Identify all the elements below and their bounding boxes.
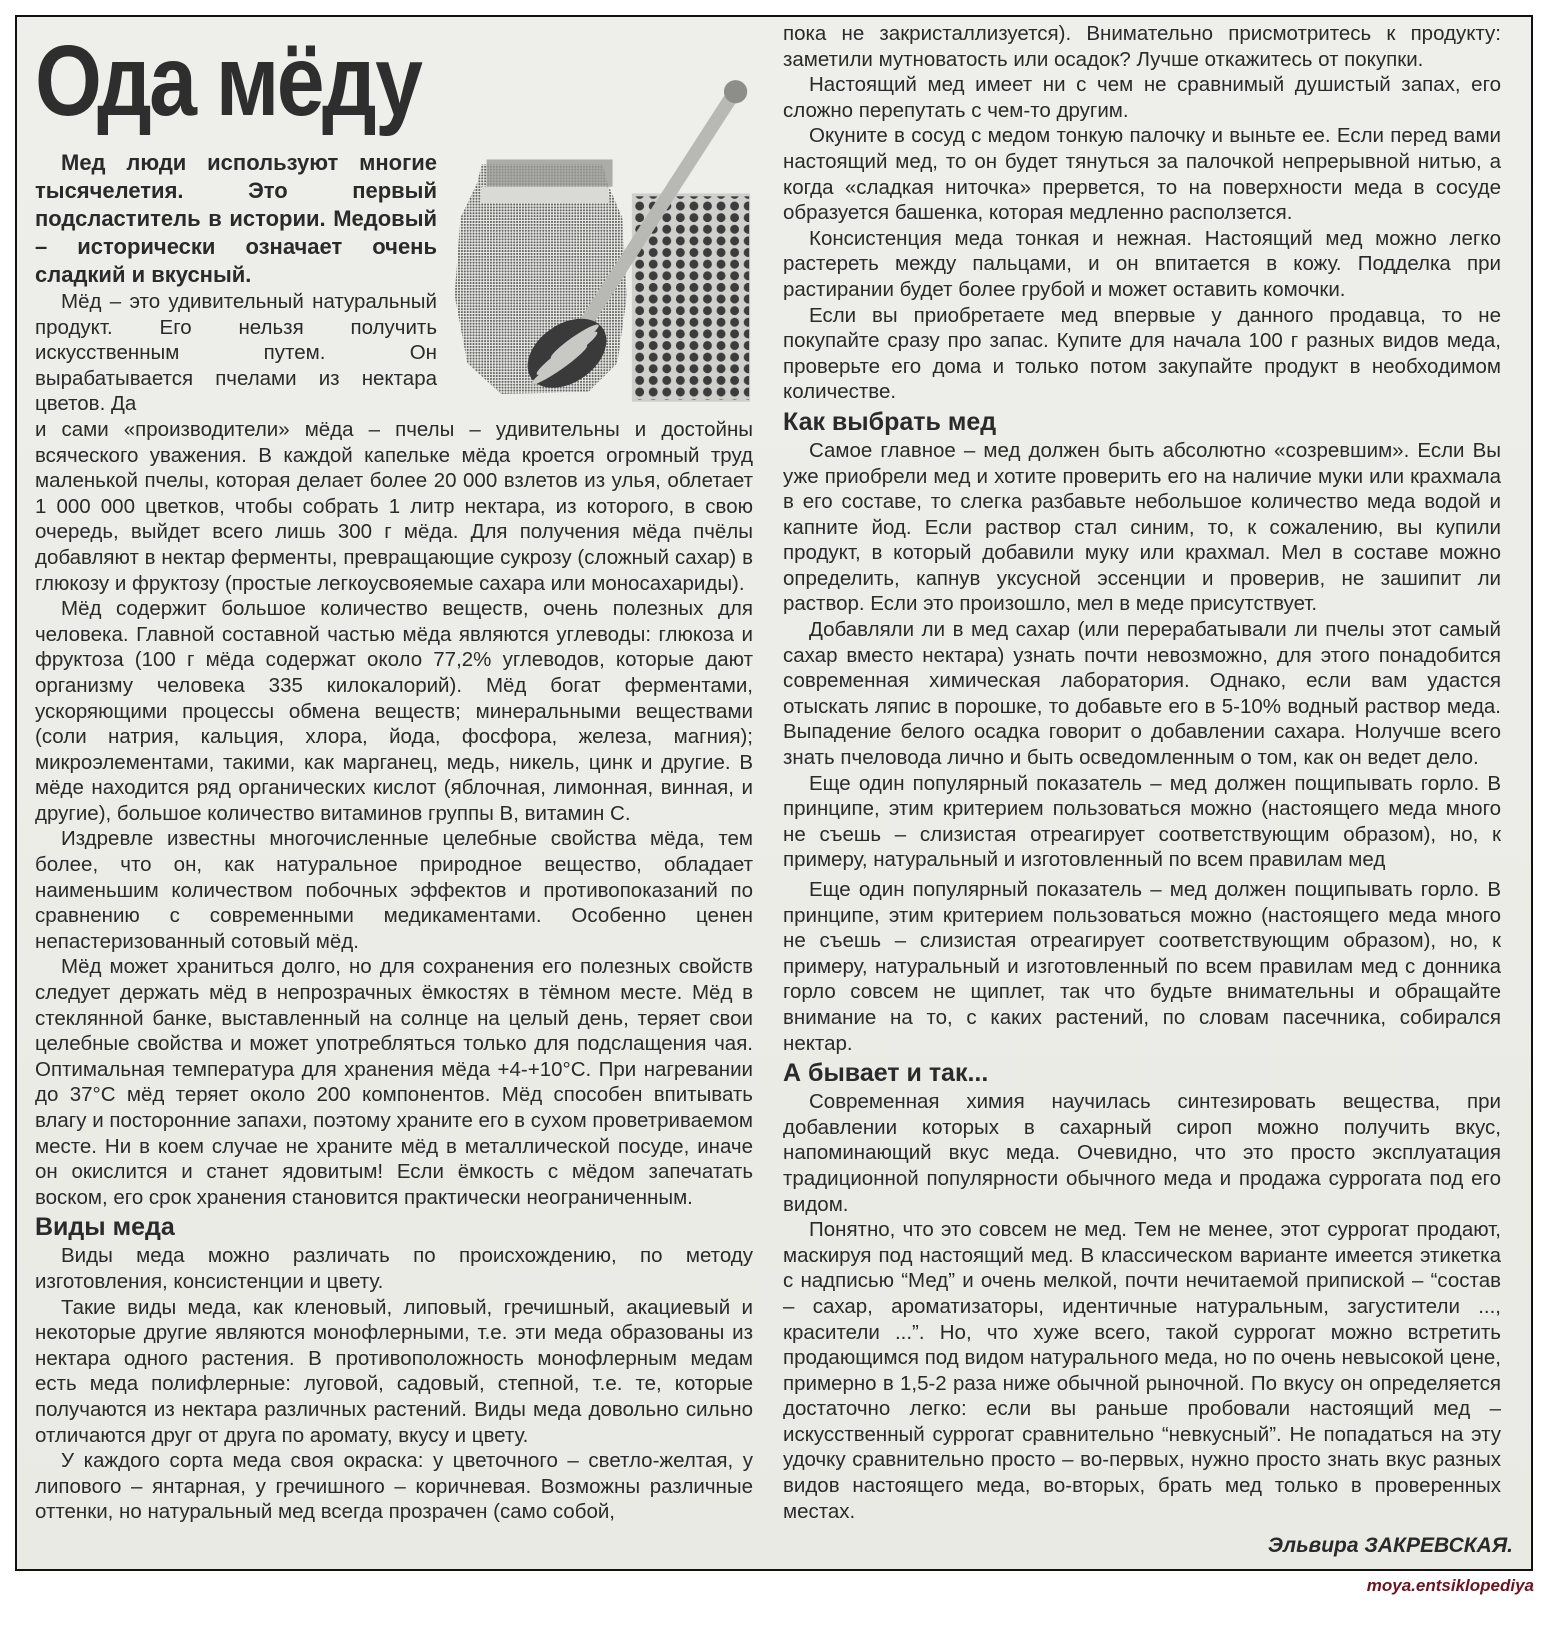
source-watermark: moya.entsiklopediya [1366, 1575, 1534, 1595]
paragraph: Если вы приобретаете мед впервые у данного продавца, то не покупайте сразу про запас. Купите для начала 100 г разных видов меда, проверьте его дома и только потом закупайте продукт в необходимом количестве. [783, 303, 1501, 404]
author-signature: Эльвира ЗАКРЕВСКАЯ. [1267, 1533, 1513, 1557]
right-column [783, 21, 1501, 1524]
paragraph: Виды меда можно различать по происхождению, по методу изготовления, консистенции и цвету. [35, 1244, 753, 1293]
paragraph: Консистенция меда тонкая и нежная. Настоящий мед можно легко растереть между пальцами, и он впитается в кожу. Подделка при растирании будет более грубой и может оставить комочки. [783, 226, 1501, 301]
section-heading-choose: Как выбрать мед [783, 407, 997, 436]
paragraph: Издревле известны многочисленные целебные свойства мёда, тем более, что он, как натуральное природное вещество, обладает наименьшим количеством побочных эффектов и противопоказаний по сравнению с современными медикаментами. Особенно ценен непастеризованный сотовый мёд. [35, 827, 753, 953]
article-lead: Мед люди используют многие тысячелетия. Это первый подсластитель в истории. Медовый – исторически означает очень сладкий и вкусный. [35, 150, 437, 287]
article-intro: Мёд – это удивительный натуральный продукт. Его нельзя получить искусственным путем. Он вырабатывается пчелами из нектара цветов. Да [35, 290, 437, 416]
paragraph: Настоящий мед имеет ни с чем не сравнимый душистый запах, его сложно перепутать с чем-то другим. [783, 73, 1501, 122]
paragraph: Еще один популярный показатель – мед должен пощипывать горло. В принципе, этим критерием пользоваться можно (настоящего меда много не съешь – слизистая отреагирует соответствующим образом), но, к примеру, натуральный и изготовленный по всем правилам мед [783, 771, 1501, 872]
paragraph: пока не закристаллизуется). Внимательно присмотритесь к продукту: заметили мутноватость или осадок? Лучше откажитесь от покупки. [783, 22, 1501, 71]
paragraph: Современная химия научилась синтезировать вещества, при добавлении которых в сахарный сироп можно получить вкус, напоминающий вкус меда. Очевидно, что это просто эксплуатация традиционной популярности обычного меда и продажа суррогата под его видом. [783, 1090, 1501, 1216]
left-column [35, 21, 753, 1525]
honey-photo [443, 67, 753, 407]
paragraph: Мёд содержит большое количество веществ, очень полезных для человека. Главной составной частью мёда являются углеводы: глюкоза и фруктоза (100 г мёда содержат около 77,2% углеводов, которые дают организму человека 335 килокалорий). Мёд богат ферментами, ускоряющими процессы обмена веществ; минеральными веществами (соли натрия, кальция, хлора, йода, фосфора, железа, магния); микроэлементами, такими, как марганец, медь, никель, цинк и другие. В мёде находится ряд органических кислот (яблочная, лимонная, винная, и другие), большое количество витаминов группы В, витамин С. [35, 597, 753, 825]
paragraph: Мёд может храниться долго, но для сохранения его полезных свойств следует держать мёд в непрозрачных ёмкостях в тёмном месте. Мёд в стеклянной банке, выставленный на солнце на целый день, теряет свои целебные свойства и может употребляться только для подслащения чая. Оптимальная температура для хранения мёда +4-+10°С. При нагревании до 37°С мёд теряет около 200 компонентов. Мёд способен впитывать влагу и посторонние запахи, поэтому храните его в сухом проветриваемом месте. Ни в коем случае не храните мёд в металлической посуде, иначе он окислится и станет ядовитым! Если ёмкость с мёдом запечатать воском, его срок хранения становится практически неограниченным. [35, 955, 753, 1209]
article-header-text [35, 21, 437, 417]
paragraph: Добавляли ли в мед сахар (или перерабатывали ли пчелы этот самый сахар вместо нектара) узнать почти невозможно, для этого понадобится современная химическая лаборатория. Однако, если вам удастся отыскать ляпис в порошке, то добавьте его в 5-10% водный раствор меда. Выпадение белого осадка говорит о добавлении сахара. Нолучше всего знать пчеловода лично и быть осведомленным о том, как он ведет дело. [783, 618, 1501, 770]
paragraph: У каждого сорта меда своя окраска: у цветочного – светло-желтая, у липового – янтарная, у гречишного – коричневая. Возможны различные оттенки, но натуральный мед всегда прозрачен (само собой, [35, 1449, 753, 1524]
section-heading-also: А бывает и так... [783, 1059, 989, 1088]
article-title: Ода мёду [35, 25, 421, 137]
newspaper-clipping [15, 15, 1533, 1571]
paragraph: Понятно, что это совсем не мед. Тем не менее, этот суррогат продают, маскируя под настоящий мед. В классическом варианте имеется этикетка с надписью “Мед” и очень мелкой, почти нечитаемой припиской – “состав – сахар, ароматизаторы, идентичные натуральным, загустители ..., красители ...”. Но, что хуже всего, такой суррогат можно встретить продающимся под видом натурального меда, но по очень невысокой цене, примерно в 1,5-2 раза ниже обычной рыночной. По вкусу он определяется достаточно легко: если вы раньше пробовали настоящий мед – искусственный суррогат сравнительно “невкусный”. Не попадаться на эту удочку сравнительно просто – во-первых, нужно просто знать вкус разных видов настоящего меда, во-вторых, брать мед только в проверенных местах. [783, 1218, 1501, 1523]
paragraph: и сами «производители» мёда – пчелы – удивительны и достойны всяческого уважения. В каждой капельке мёда кроется огромный труд маленькой пчелы, которая делает более 20 000 взлетов из улья, облетает 1 000 000 цветков, чтобы собрать 1 литр нектара, из которого, в свою очередь, выйдет всего лишь 300 г мёда. Для получения мёда пчёлы добавляют в нектар ферменты, превращающие сукрозу (сложный сахар) в глюкозу и фруктозу (простые легкоусвояемые сахара или моносахариды). [35, 417, 753, 595]
paragraph: Такие виды меда, как кленовый, липовый, гречишный, акациевый и некоторые другие являются монофлерными, т.е. эти меда образованы из нектара одного растения. В противоположность монофлерным медам есть меда полифлерные: луговой, садовый, степной, т.е. те, которые получаются из нектара различных растений. Виды меда довольно сильно отличаются друг от друга по аромату, вкусу и цвету. [35, 1295, 753, 1447]
paragraph: Окуните в сосуд с медом тонкую палочку и выньте ее. Если перед вами настоящий мед, то он будет тянуться за палочкой непрерывной нитью, а когда «сладкая ниточка» прервется, то на поверхности меда в сосуде образуется башенка, которая медленно расползется. [783, 124, 1501, 225]
article-header [35, 21, 753, 417]
paragraph: Самое главное – мед должен быть абсолютно «созревшим». Если Вы уже приобрели мед и хотите проверить его на наличие муки или крахмала в его составе, то слегка разбавьте небольшое количество меда водой и капните йод. Если раствор стал синим, то, к сожалению, вы купили продукт, в который добавили муку или крахмал. Мел в составе можно определить, капнув уксусной эссенции и проверив, не зашипит ли раствор. Если это произошло, мел в меде присутствует. [783, 438, 1501, 616]
section-heading-types: Виды меда [35, 1213, 175, 1242]
paragraph: Еще один популярный показатель – мед должен пощипывать горло. В принципе, этим критерием пользоваться можно (настоящего меда много не съешь – слизистая отреагирует соответствующим образом), но, к примеру, натуральный и изготовленный по всем правилам мед с донника горло совсем не щиплет, так что будьте внимательны и обращайте внимание на то, с каких растений, по словам пасечника, собирался нектар. [783, 878, 1501, 1055]
